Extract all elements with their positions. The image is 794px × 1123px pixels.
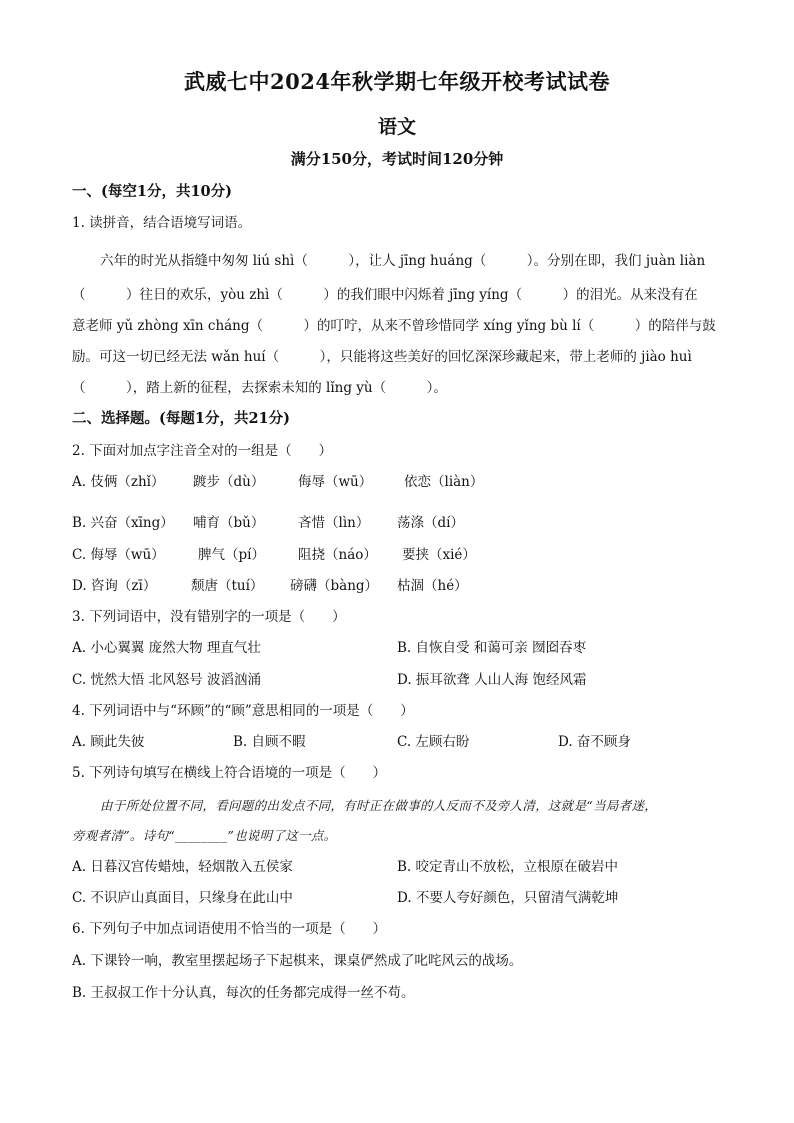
q2-option: 吝惜（lìn） [298,515,370,531]
q3-option-d: D. 振耳欲聋 人山人海 饱经风霜 [397,672,587,688]
q5-prompt: 5. 下列诗句填写在横线上符合语境的一项是（ ） [72,765,387,781]
exam-info: 满分150分，考试时间120分钟 [290,150,504,168]
q2-option: 颓唐（tuí） [191,578,264,594]
q5-context: 旁观者清”。诗句“________”也说明了这一点。 [72,828,337,843]
q2-option: 阻挠（náo） [298,547,377,563]
q2-prompt: 2. 下面对加点字注音全对的一组是（ ） [72,443,333,459]
q4-option-d: D. 奋不顾身 [558,734,631,750]
q4-option-a: A. 顾此失彼 [72,734,145,750]
q2-option: C. 侮辱（wū） [72,547,165,563]
q2-option: 依恋（liàn） [404,474,484,490]
q6-option-b: B. 王叔叔工作十分认真，每次的任务都完成得一丝不苟。 [72,985,415,1001]
q1-prompt: 1. 读拼音，结合语境写词语。 [72,215,252,231]
q5-option-b: B. 咬定青山不放松，立根原在破岩中 [397,859,619,875]
subject-title: 语文 [377,116,416,138]
q5-option-a: A. 日暮汉宫传蜡烛，轻烟散入五侯家 [72,859,293,875]
q2-option: A. 伎俩（zhǐ） [72,474,165,490]
q2-option: 枯涸（hé） [397,578,468,594]
q4-option-b: B. 自顾不暇 [233,734,306,750]
passage-line: 六年的时光从指缝中匆匆 liú shì（ ），让人 jīng huáng（ ）。分别在即，我们 juàn liàn [100,253,706,269]
passage-line: （ ）往日的欢乐，yòu zhì（ ）的我们眼中闪烁着 jīng yíng（ ）的泪光。从来没有在 [72,287,698,303]
q5-option-d: D. 不要人夸好颜色，只留清气满乾坤 [397,890,619,906]
q3-prompt: 3. 下列词语中，没有错别字的一项是（ ） [72,609,346,625]
passage-line: 励。可这一切已经无法 wǎn huí（ ），只能将这些美好的回忆深深珍藏起来，带上老师的 jiào huì [72,349,692,365]
exam-title: 武威七中2024年秋学期七年级开校考试试卷 [184,69,610,94]
q6-prompt: 6. 下列句子中加点词语使用不恰当的一项是（ ） [72,921,387,937]
section-1-heading: 一、(每空1分，共10分) [72,183,232,200]
q5-context: 由于所处位置不同，看问题的出发点不同，有时正在做事的人反而不及旁人清，这就是“当局者迷， [100,798,658,813]
q2-option: 荡涤（dí） [397,515,464,531]
q2-option: 磅礴（bàng） [290,578,379,594]
q5-option-c: C. 不识庐山真面目，只缘身在此山中 [72,890,293,906]
q2-option: 脾气（pí） [198,547,265,563]
q3-option-c: C. 恍然大悟 北风怒号 波滔汹涌 [72,672,262,688]
q2-option: 侮辱（wū） [298,474,373,490]
q2-option: D. 咨询（zī） [72,578,157,594]
section-2-heading: 二、选择题。(每题1分，共21分) [72,410,290,427]
q6-option-a: A. 下课铃一响，教室里摆起场子下起棋来，课桌俨然成了叱咤风云的战场。 [72,953,523,969]
q4-option-c: C. 左顾右盼 [397,734,470,750]
passage-line: 意老师 yǔ zhòng xīn cháng（ ）的叮咛，从来不曾珍惜同学 xíng yǐng bù lí（ ）的陪伴与鼓 [72,318,716,334]
q2-option: 踱步（dù） [193,474,265,490]
q4-prompt: 4. 下列词语中与“环顾”的“顾”意思相同的一项是（ ） [72,703,414,719]
q3-option-b: B. 自恢自受 和蔼可亲 囫囵吞枣 [397,640,587,656]
passage-line: （ ），踏上新的征程，去探索未知的 lǐng yù（ ）。 [72,380,447,396]
q2-option: 要挟（xié） [402,547,476,563]
q2-option: B. 兴奋（xīng） [72,515,174,531]
q3-option-a: A. 小心翼翼 庞然大物 理直气壮 [72,640,261,656]
q2-option: 哺育（bǔ） [193,515,265,531]
